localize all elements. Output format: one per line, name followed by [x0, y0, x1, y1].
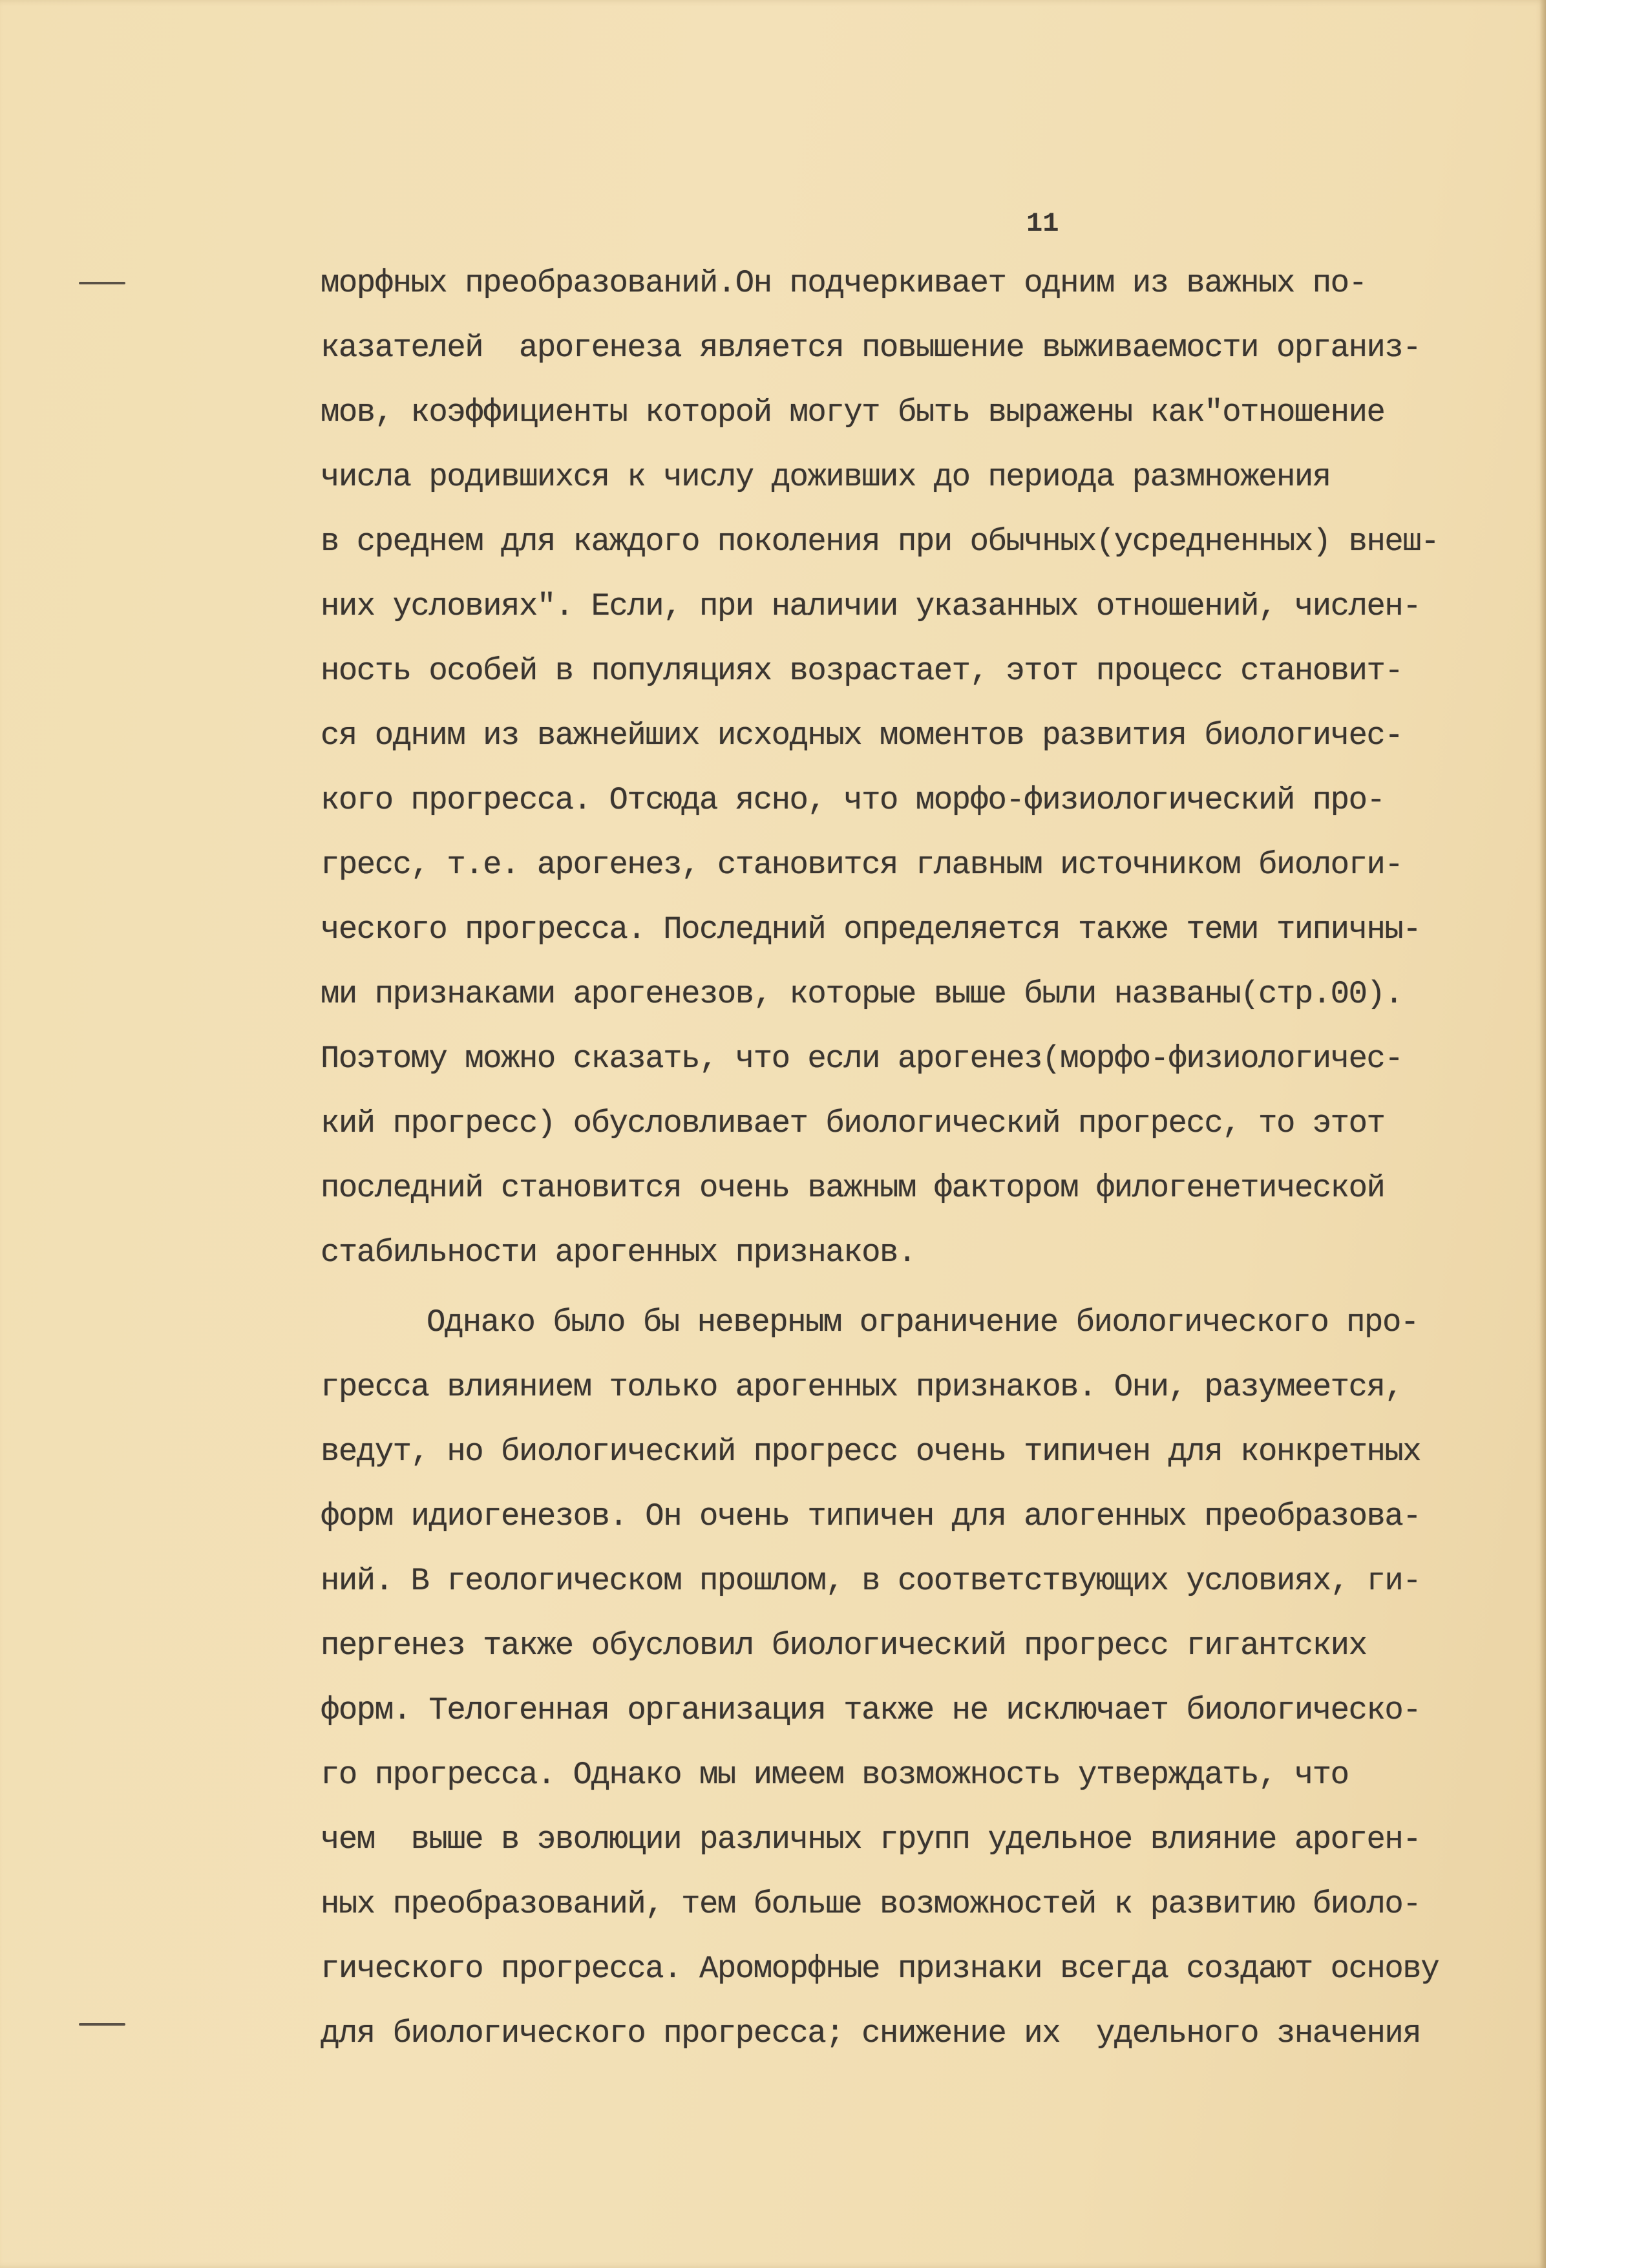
text-line: кий прогресс) обусловливает биологический прогресс, то этот: [321, 1105, 1385, 1141]
text-line: гресса влиянием только арогенных признаков. Они, разумеется,: [321, 1369, 1403, 1405]
text-line: мов, коэффициенты которой могут быть выражены как"отношение: [321, 394, 1385, 430]
text-line: ческого прогресса. Последний определяется также теми типичны-: [321, 911, 1421, 948]
text-line: них условиях". Если, при наличии указанных отношений, числен-: [321, 588, 1421, 624]
text-line: ведут, но биологический прогресс очень типичен для конкретных: [321, 1434, 1421, 1470]
text-line: казателей арогенеза является повышение выживаемости организ-: [321, 330, 1421, 366]
text-line: ми признаками арогенезов, которые выше были названы(стр.00).: [321, 976, 1403, 1012]
typed-text-body: [321, 251, 1548, 2066]
margin-dash-top: [79, 282, 125, 284]
paragraph-start-line: Однако было бы неверным ограничение биологического про-: [427, 1304, 1419, 1341]
text-line: гического прогресса. Ароморфные признаки всегда создают основу: [321, 1951, 1439, 1987]
text-line: стабильности арогенных признаков.: [321, 1235, 916, 1271]
text-line: ных преобразований, тем больше возможностей к развитию биоло-: [321, 1886, 1421, 1922]
text-line: го прогресса. Однако мы имеем возможность утверждать, что: [321, 1757, 1349, 1793]
text-line: для биологического прогресса; снижение их удельного значения: [321, 2015, 1421, 2051]
text-line: числа родившихся к числу доживших до периода размножения: [321, 459, 1331, 495]
page-number: 11: [1026, 208, 1059, 239]
text-line: ность особей в популяциях возрастает, этот процесс становит-: [321, 653, 1403, 689]
text-line: Поэтому можно сказать, что если арогенез(морфо-физиологичес-: [321, 1041, 1403, 1077]
text-line: форм идиогенезов. Он очень типичен для алогенных преобразова-: [321, 1498, 1421, 1534]
text-line: пергенез также обусловил биологический прогресс гигантских: [321, 1627, 1367, 1664]
text-line: морфных преобразований.Он подчеркивает одним из важных по-: [321, 265, 1367, 301]
text-line: ний. В геологическом прошлом, в соответствующих условиях, ги-: [321, 1563, 1421, 1599]
text-line: в среднем для каждого поколения при обычных(усредненных) внеш-: [321, 524, 1439, 560]
text-line: гресс, т.е. арогенез, становится главным источником биологи-: [321, 847, 1403, 883]
margin-dash-bottom: [79, 2023, 125, 2026]
text-line: форм. Телогенная организация также не исключает биологическо-: [321, 1692, 1421, 1728]
text-line: ся одним из важнейших исходных моментов развития биологичес-: [321, 717, 1403, 754]
text-line: последний становится очень важным фактором филогенетической: [321, 1170, 1385, 1206]
text-line: кого прогресса. Отсюда ясно, что морфо-физиологический про-: [321, 782, 1385, 818]
text-line: чем выше в эволюции различных групп удельное влияние ароген-: [321, 1821, 1421, 1858]
